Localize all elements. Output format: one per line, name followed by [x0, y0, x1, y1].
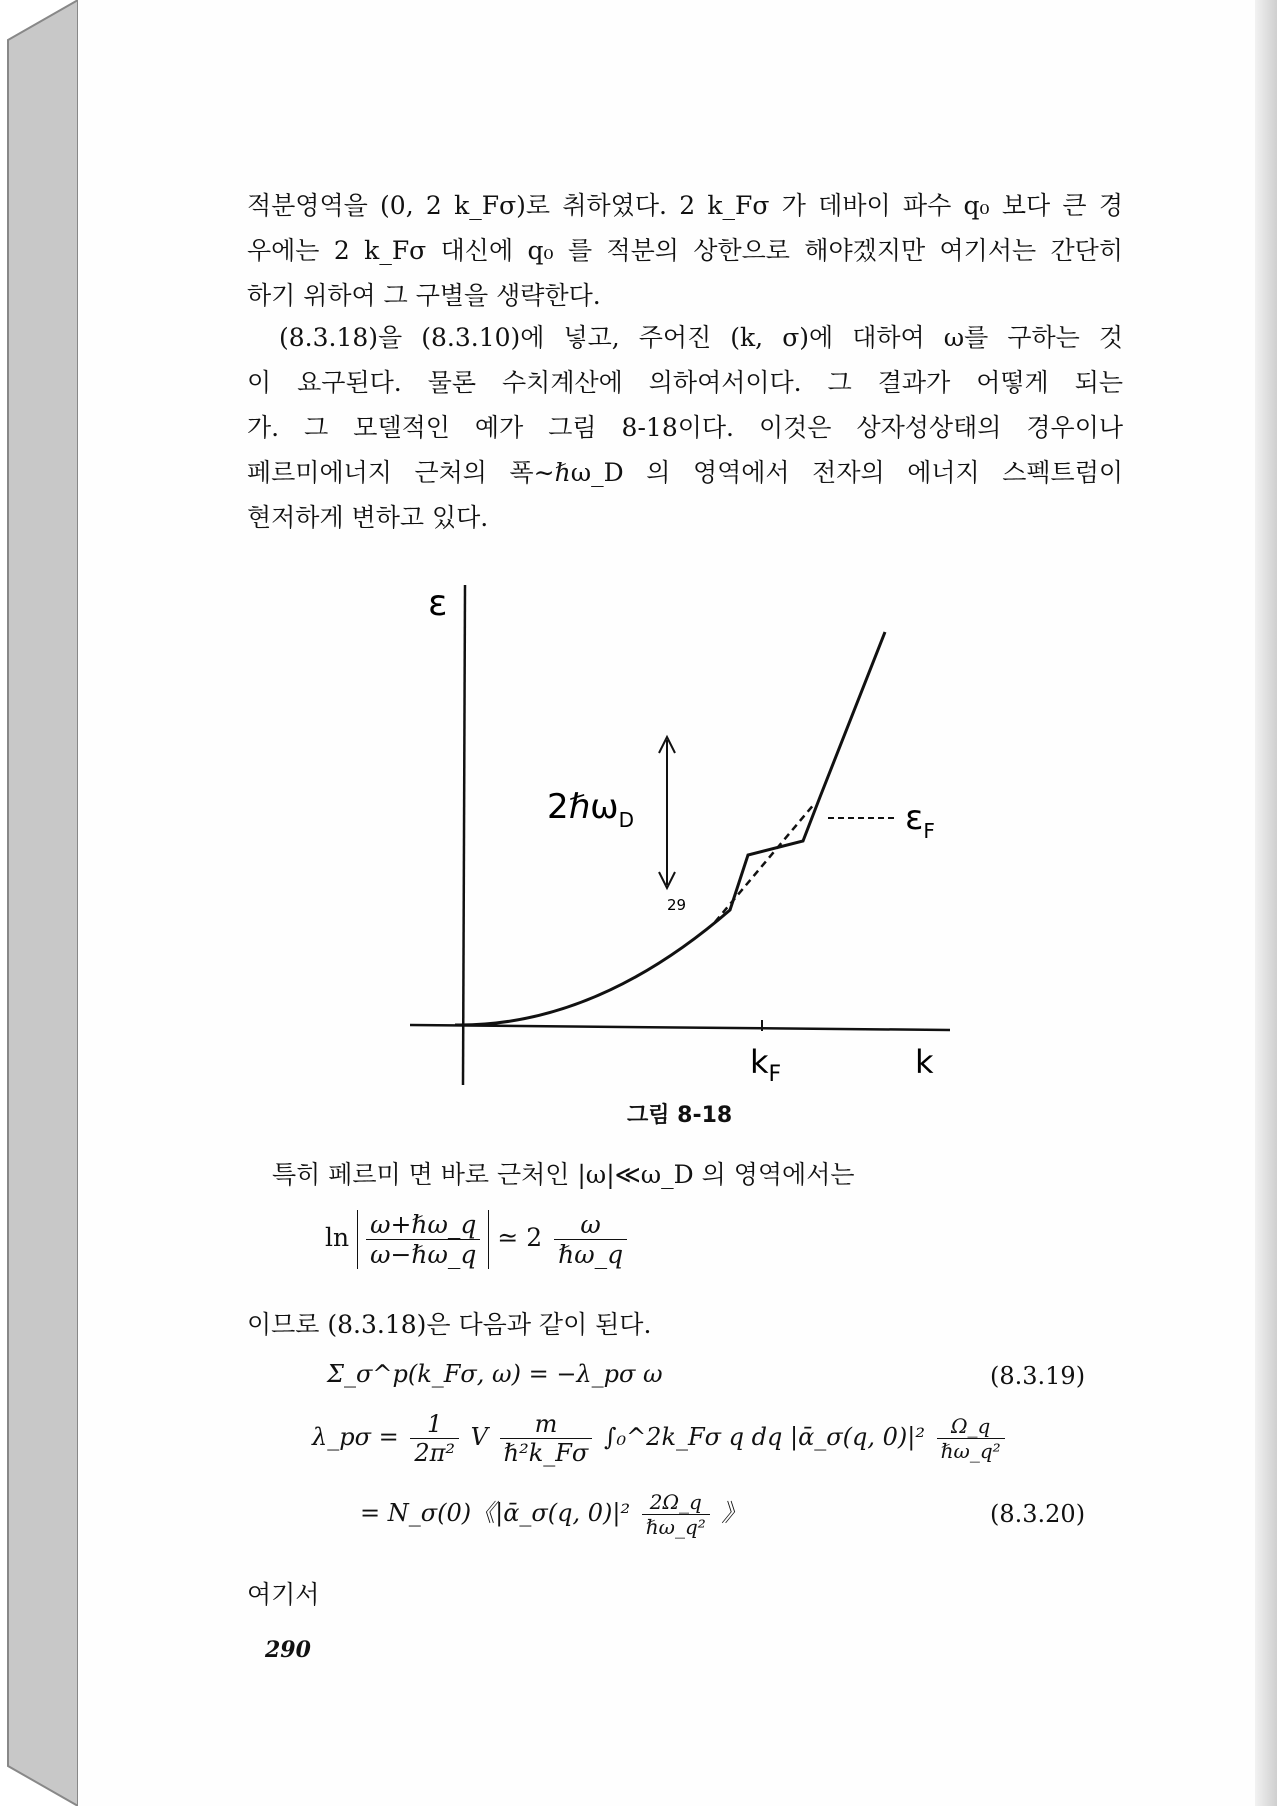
sentence-3: 여기서 — [247, 1580, 320, 1609]
gap-label: 2ℏω$_D$ — [547, 787, 635, 832]
sentence-1: 특히 페르미 면 바로 근처인 |ω|≪ω_D 의 영역에서는 — [272, 1160, 855, 1189]
text-line: 가. 그 모델적인 예가 그림 8-18이다. 이것은 상자성상태의 경우이나 — [247, 413, 1123, 442]
fraction — [366, 1210, 480, 1269]
book-spine — [0, 0, 80, 1806]
dispersion-curve — [455, 632, 885, 1025]
denominator: ω−ℏω_q — [370, 1240, 477, 1269]
numerator: 1 — [410, 1410, 459, 1439]
y-axis — [463, 585, 465, 1085]
numerator: 2Ω_q — [642, 1490, 710, 1515]
fraction — [554, 1210, 627, 1269]
text-line: 이 요구된다. 물론 수치계산에 의하여서이다. 그 결과가 어떻게 되는 — [247, 368, 1123, 397]
denominator: ℏω_q² — [940, 1439, 1001, 1463]
text-line: 하기 위하여 그 구별을 생략한다. — [247, 281, 601, 310]
equation-8-3-20 — [360, 1490, 745, 1539]
x-axis — [410, 1025, 950, 1030]
paragraph-2 — [247, 315, 1123, 540]
text-line: 우에는 2 k_Fσ 대신에 q₀ 를 적분의 상한으로 해야겠지만 여기서는 간단히 — [247, 236, 1123, 265]
integral: ∫₀^2k_Fσ q dq |ᾱ_σ(q, 0)|² — [603, 1423, 925, 1451]
equation-number: (8.3.20) — [990, 1500, 1086, 1528]
numerator: m — [500, 1410, 593, 1439]
fraction — [937, 1414, 1005, 1463]
volume-symbol: V — [470, 1423, 488, 1451]
figure-8-18 — [395, 575, 975, 1100]
text-line: 페르미에너지 근처의 폭∼ℏω_D 의 영역에서 전자의 에너지 스펙트럼이 — [247, 458, 1123, 487]
numerator: Ω_q — [937, 1414, 1005, 1439]
kf-label: $k_F$ — [750, 1043, 782, 1087]
y-axis-label: ε — [428, 583, 448, 624]
ln-symbol: ln — [325, 1223, 350, 1252]
abs-value — [357, 1210, 489, 1269]
paragraph-1 — [247, 183, 1123, 318]
numerator: ω — [554, 1210, 627, 1240]
fraction — [642, 1490, 710, 1539]
approx-sign: ≃ 2 — [497, 1223, 543, 1252]
denominator: 2π² — [414, 1439, 456, 1467]
numerator: ω+ℏω_q — [366, 1210, 480, 1240]
denominator: ℏ²k_Fσ — [503, 1439, 589, 1467]
fermi-energy-label: $\varepsilon_F$ — [905, 798, 935, 843]
page-edge-shadow — [1255, 0, 1277, 1806]
page-stamp: 29 — [667, 896, 687, 914]
sentence-2: 이므로 (8.3.18)은 다음과 같이 된다. — [247, 1310, 652, 1339]
lhs: λ_pσ = — [312, 1423, 399, 1451]
text-line: 현저하게 변하고 있다. — [247, 503, 489, 532]
denominator: ℏω_q² — [645, 1515, 706, 1539]
expression: = N_σ(0)《|ᾱ_σ(q, 0)|² — [360, 1499, 631, 1527]
equation-number: (8.3.19) — [990, 1362, 1086, 1390]
free-electron-dashed — [715, 803, 815, 922]
x-axis-label: k — [915, 1043, 934, 1081]
closing-bracket: 》 — [721, 1499, 746, 1527]
equation-lambda — [312, 1410, 1009, 1467]
text-line: (8.3.18)을 (8.3.10)에 넣고, 주어진 (k, σ)에 대하여 ω를 구하는 것 — [279, 323, 1123, 352]
fraction — [500, 1410, 593, 1467]
text-line: 적분영역을 (0, 2 k_Fσ)로 취하였다. 2 k_Fσ 가 데바이 파수 q₀ 보다 큰 경 — [247, 191, 1123, 220]
page-number: 290 — [265, 1637, 311, 1663]
fraction — [410, 1410, 459, 1467]
denominator: ℏω_q — [558, 1240, 624, 1269]
equation-8-3-19: Σ_σ^p(k_Fσ, ω) = −λ_pσ ω — [327, 1360, 663, 1388]
figure-caption: 그림 8-18 — [627, 1103, 733, 1128]
equation-log-approx — [325, 1210, 631, 1269]
